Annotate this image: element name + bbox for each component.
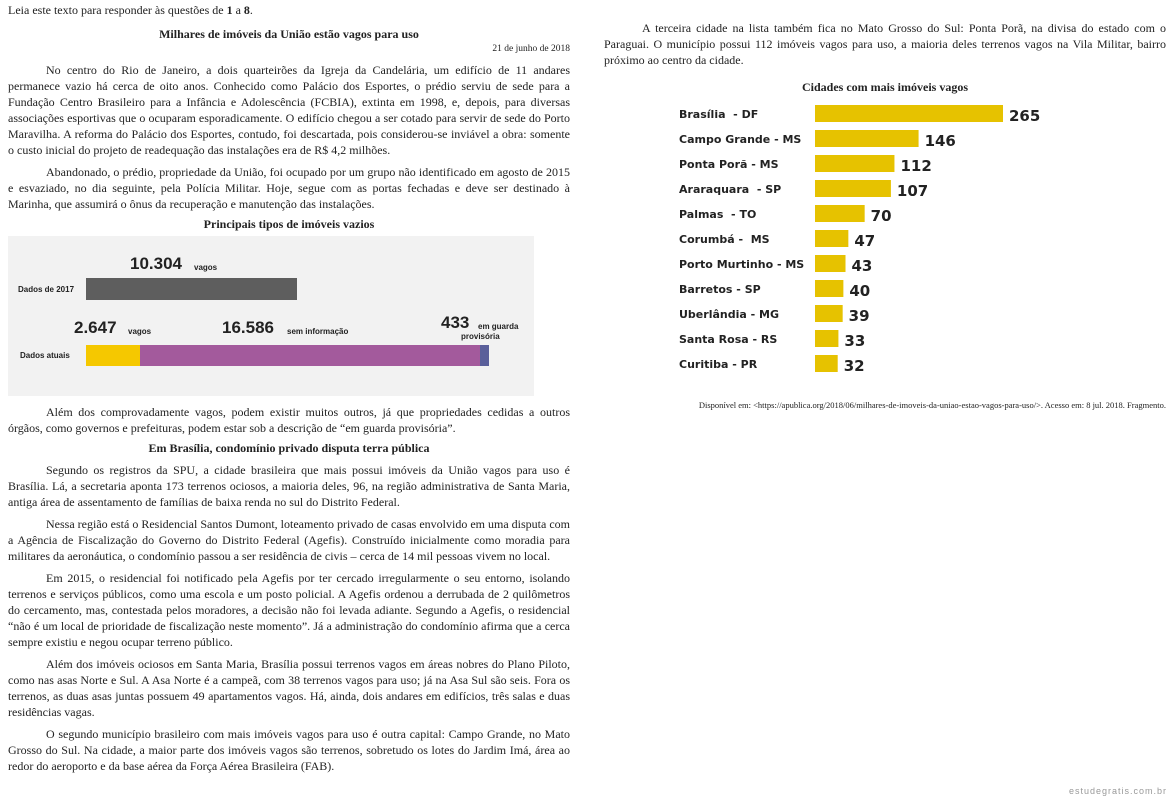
paragraph-4: Segundo os registros da SPU, a cidade brasileira que mais possui imóveis da União vagos para uso é Brasília. Lá, a secretaria aponta 173 terrenos ociosos, a maioria deles, 96, na região administrativa de Santa Maria, antiga área de assentamento de famílias de baixa renda no sul do Distrito Federal.	[8, 463, 570, 509]
article-date: 21 de junho de 2018	[492, 44, 570, 54]
city-bar	[815, 305, 843, 322]
paragraph-9: A terceira cidade na lista também fica no Mato Grosso do Sul: Ponta Porã, na divisa do estado com o Paraguai. O município possui 112 imóveis vagos para uso, a maioria deles terrenos vagos na Vila Militar, bairro próximo ao centro da cidade.	[604, 21, 1166, 67]
city-bar	[815, 330, 838, 347]
city-value-label: 107	[896, 182, 929, 200]
row1-category-label: Dados de 2017	[18, 285, 75, 294]
right-column	[604, 0, 1166, 410]
row1-unit-label: vagos	[194, 263, 218, 272]
city-value-label: 33	[844, 332, 866, 350]
intro-prefix: Leia este texto para responder às questões de	[8, 3, 227, 17]
city-value-label: 39	[848, 307, 870, 325]
city-label: Uberlândia - MG	[679, 308, 779, 321]
intro-to: 8	[243, 3, 250, 17]
city-label: Campo Grande - MS	[679, 133, 802, 146]
row2-guarda-unit-2: provisória	[461, 332, 500, 341]
article-title: Milhares de imóveis da União estão vagos para uso	[159, 27, 419, 41]
city-value-label: 265	[1009, 107, 1041, 125]
city-bar	[815, 205, 865, 222]
city-label: Porto Murtinho - MS	[679, 258, 805, 271]
row2-seminfo-value: 16.586	[222, 318, 274, 337]
paragraph-3: Além dos comprovadamente vagos, podem existir muitos outros, já que propriedades cedidas a outros órgãos, como governos e prefeituras, podem estar sob a descrição de “em guarda provisória”.	[8, 405, 570, 435]
paragraph-8: O segundo município brasileiro com mais imóveis vagos para uso é outra capital: Campo Grande, no Mato Grosso do Sul. Na cidade, a maior parte dos imóveis vagos são terrenos, sobretudo os lotes do Jardim Imá, área ao redor do aeroporto e da base aérea da Força Aérea Brasileira (FAB).	[8, 727, 570, 773]
chart1-title: Principais tipos de imóveis vazios	[203, 217, 375, 231]
chart2-title: Cidades com mais imóveis vagos	[802, 80, 968, 94]
city-label: Araraquara - SP	[679, 183, 782, 196]
row2-category-label: Dados atuais	[20, 351, 70, 360]
row2-vagos-value: 2.647	[74, 318, 117, 337]
city-bar	[815, 355, 838, 372]
paragraph-1: No centro do Rio de Janeiro, a dois quarteirões da Igreja da Candelária, um edifício de 11 andares permanece vazio há cerca de oito anos. Conhecido como Palácio dos Esportes, o prédio serviu de sede para a Fundação Centro Brasileiro para a Infância e Adolescência (FCBIA), extinta em 1998, e, depois, para diversas associações esportivas que o ocuparam esporadicamente. O edifício chegou a ser cotado para servir de sede do Porto Maravilha. A reforma do Palácio dos Esportes, contudo, foi descartada, pois considerou-se inviável a obra: somente o custo inicial do projeto de readequação das instalações era de R$ 4,2 milhões.	[8, 63, 570, 157]
row2-guarda-unit-1: em guarda	[478, 322, 519, 331]
row2-guarda-value: 433	[441, 313, 470, 332]
bar-segment-guarda-provisoria	[480, 345, 489, 366]
city-label: Santa Rosa - RS	[679, 333, 778, 346]
city-label: Corumbá - MS	[679, 233, 770, 246]
city-bar	[815, 255, 846, 272]
vacant-types-chart	[8, 236, 534, 396]
city-label: Brasília - DF	[679, 108, 759, 121]
city-bar	[815, 280, 843, 297]
city-bar	[815, 155, 894, 172]
city-bar	[815, 230, 848, 247]
watermark: estudegratis.com.br	[1068, 786, 1167, 796]
intro-conj: a	[232, 3, 244, 17]
city-value-label: 40	[849, 282, 871, 300]
paragraph-7: Além dos imóveis ociosos em Santa Maria, Brasília possui terrenos vagos em áreas nobres do Plano Piloto, como nas asas Norte e Sul. A Asa Norte é a campeã, com 38 terrenos vagos para uso; já na Asa Sul são seis. Fora os terrenos, as duas asas juntas possuem 49 apartamentos vagos. Há, ainda, dois andares em edifícios, três salas e duas residências vagas.	[8, 657, 570, 719]
bar-2017-vagos	[86, 278, 297, 300]
city-label: Barretos - SP	[679, 283, 761, 296]
city-bar	[815, 130, 919, 147]
intro-from: 1	[226, 3, 233, 17]
city-value-label: 112	[900, 157, 932, 175]
bar-segment-sem-informacao	[140, 345, 480, 366]
bar-current	[86, 345, 489, 366]
city-value-label: 146	[924, 132, 956, 150]
city-value-label: 32	[843, 357, 865, 375]
city-value-label: 43	[851, 257, 873, 275]
row1-value-label: 10.304	[130, 254, 182, 273]
city-label: Palmas - TO	[679, 208, 757, 221]
intro-line	[8, 2, 570, 18]
city-value-label: 47	[854, 232, 876, 250]
city-value-label: 70	[870, 207, 892, 225]
row2-vagos-unit: vagos	[128, 327, 152, 336]
city-label: Ponta Porã - MS	[679, 158, 779, 171]
section-subtitle: Em Brasília, condomínio privado disputa terra pública	[148, 441, 430, 455]
city-bar	[815, 180, 891, 197]
city-label: Curitiba - PR	[679, 358, 758, 371]
bar-segment-vagos	[86, 345, 140, 366]
left-column	[8, 0, 570, 774]
intro-suffix: .	[249, 3, 253, 17]
paragraph-5: Nessa região está o Residencial Santos Dumont, loteamento privado de casas envolvido em uma disputa com a Agência de Fiscalização do Governo do Distrito Federal (Agefis). Construído inicialmente como moradia para militares da aeronáutica, o condomínio passou a ser residência de civis – cerca de 14 mil pessoas vivem no local.	[8, 517, 570, 563]
cities-chart	[604, 101, 1166, 391]
row2-seminfo-unit: sem informação	[287, 327, 349, 336]
city-bar	[815, 105, 1003, 122]
source-note: Disponível em: <https://apublica.org/2018/06/milhares-de-imoveis-da-uniao-estao-vagos-para-uso/>. Acesso em: 8 jul. 2018. Fragmento.	[698, 400, 1166, 410]
paragraph-6: Em 2015, o residencial foi notificado pela Agefis por ter cercado irregularmente o seu entorno, isolando terrenos e serviços públicos, como uma escola e um posto policial. A Agefis ordenou a derrubada de 2 quilômetros do cercamento, mas, contestada pelos moradores, a decisão não foi levada adiante. Segundo a Agefis, o residencial “não é um local de prioridade de fiscalização neste momento”. Já a administração do condomínio afirma que a cerca sempre existiu e negou ocupar terreno público.	[8, 571, 570, 649]
paragraph-2: Abandonado, o prédio, propriedade da União, foi ocupado por um grupo não identificado em agosto de 2015 e esvaziado, no dia seguinte, pela Polícia Militar. Hoje, segue com as portas fechadas e deve ser destinado à Marinha, que assumirá o ônus da recuperação e manutenção das instalações.	[8, 165, 570, 211]
